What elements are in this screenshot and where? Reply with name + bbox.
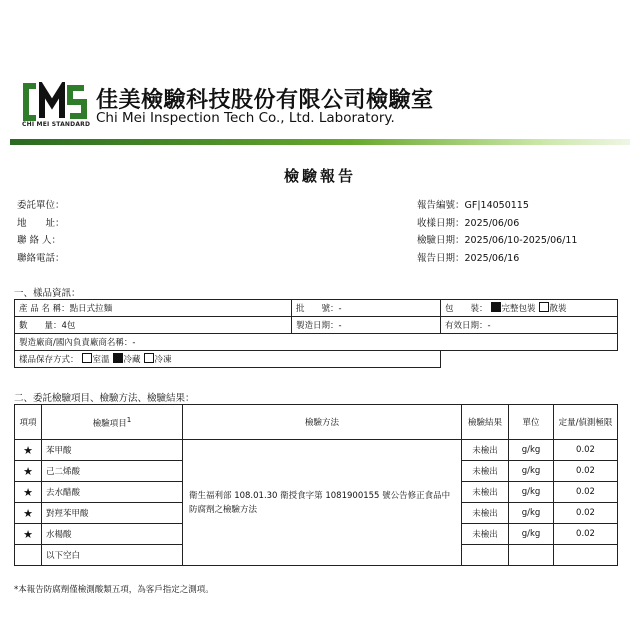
company-name-zh: 佳美檢驗科技股份有限公司檢驗室 [96, 88, 434, 113]
batch-label: 批 號： [296, 304, 339, 314]
test-results-table [14, 404, 618, 566]
manufacturer-value: - [132, 338, 136, 348]
phone-label: 聯絡電話： [17, 252, 65, 264]
storage-fridge-label: 冷藏 [123, 355, 141, 365]
packaging-bulk-checkbox [539, 302, 549, 312]
test-result: 未檢出 [462, 440, 509, 461]
header-divider-bar [10, 139, 630, 145]
received-date-value: 2025/06/06 [464, 217, 520, 229]
packaging-label: 包 裝： [445, 304, 488, 314]
test-item-name: 己二烯酸 [42, 461, 183, 482]
test-loq: 0.02 [554, 524, 618, 545]
test-item-name: 對羥苯甲酸 [42, 503, 183, 524]
company-name-en: Chi Mei Inspection Tech Co., Ltd. Laboratory. [96, 110, 395, 126]
test-section-heading: 二、委託檢驗項目、檢驗方法、檢驗結果： [14, 393, 195, 404]
manufacturer-label: 製造廠商/國內負責廠商名稱： [19, 338, 133, 348]
packaging-complete-checkbox [491, 302, 501, 312]
test-loq: 0.02 [554, 503, 618, 524]
test-result: 未檢出 [462, 503, 509, 524]
test-loq: 0.02 [554, 482, 618, 503]
test-date-value: 2025/06/10-2025/06/11 [464, 235, 578, 246]
test-unit: g/kg [509, 503, 554, 524]
test-result: 未檢出 [462, 524, 509, 545]
report-title: 檢驗報告 [283, 167, 356, 185]
mfg-date-label: 製造日期： [296, 321, 339, 331]
contact-label: 聯 絡 人： [17, 235, 62, 246]
test-date-label: 檢驗日期： [417, 235, 465, 246]
accredited-mark: ★ [15, 461, 42, 482]
col-header-item-text: 檢驗項目 [92, 418, 127, 429]
test-unit: g/kg [509, 524, 554, 545]
mfg-date-value: - [338, 321, 342, 331]
test-loq: 0.02 [554, 440, 618, 461]
blank-row-note: 以下空白 [42, 545, 183, 566]
client-info [17, 197, 69, 267]
client-label: 委託單位： [17, 200, 65, 211]
test-unit: g/kg [509, 440, 554, 461]
storage-freeze-label: 冷凍 [154, 355, 172, 365]
product-name-value: 點日式拉麵 [69, 304, 113, 314]
report-date-label: 報告日期： [417, 252, 465, 264]
accredited-mark: ★ [15, 524, 42, 545]
test-loq: 0.02 [554, 461, 618, 482]
received-date-label: 收樣日期： [417, 217, 465, 229]
packaging-complete-label: 完整包裝 [501, 304, 536, 314]
test-unit: g/kg [509, 482, 554, 503]
packaging-bulk-label: 散裝 [549, 304, 567, 314]
exp-date-value: - [487, 321, 491, 331]
test-item-name: 水楊酸 [42, 524, 183, 545]
table-row [15, 440, 618, 461]
product-name-label: 產 品 名 稱： [19, 304, 70, 314]
test-item-name: 苯甲酸 [42, 440, 183, 461]
report-no-label: 報告編號： [417, 200, 465, 211]
accredited-mark: ★ [15, 440, 42, 461]
quantity-value: 4包 [61, 321, 76, 331]
col-header-method: 檢驗方法 [183, 405, 462, 440]
report-date-value: 2025/06/16 [464, 252, 520, 264]
storage-fridge-checkbox [113, 353, 123, 363]
report-info [417, 197, 577, 267]
col-header-item-sup: 1 [126, 415, 132, 425]
logo-subtitle: CHI MEI STANDARD [22, 121, 91, 128]
exp-date-label: 有效日期： [445, 321, 488, 331]
sample-info-table [14, 299, 618, 368]
sample-section-heading: 一、樣品資訊： [14, 288, 81, 299]
report-no-value: GF|14050115 [464, 200, 529, 211]
storage-room-checkbox [82, 353, 92, 363]
test-item-name: 去水醋酸 [42, 482, 183, 503]
test-method: 衛生福利部 108.01.30 衛授食字第 1081900155 號公告修正食品中防腐劑之檢驗方法 [183, 440, 462, 566]
footnote: *本報告防腐劑僅檢測酸類五項，為客戶指定之測項。 [14, 585, 214, 595]
quantity-label: 數 量： [19, 321, 62, 331]
storage-label: 樣品保存方式： [19, 355, 79, 365]
storage-freeze-checkbox [144, 353, 154, 363]
test-unit: g/kg [509, 461, 554, 482]
test-result: 未檢出 [462, 461, 509, 482]
storage-room-label: 室溫 [92, 355, 110, 365]
col-header-item [42, 405, 183, 440]
accredited-mark: ★ [15, 503, 42, 524]
accredited-mark: ★ [15, 482, 42, 503]
cms-logo [22, 82, 90, 122]
col-header-loq: 定量/偵測極限 [554, 405, 618, 440]
test-result: 未檢出 [462, 482, 509, 503]
col-header-unit: 單位 [509, 405, 554, 440]
batch-value: - [338, 304, 342, 314]
address-label: 地 址： [17, 217, 65, 229]
col-header-result: 檢驗結果 [462, 405, 509, 440]
col-header-no: 項項 [15, 405, 42, 440]
